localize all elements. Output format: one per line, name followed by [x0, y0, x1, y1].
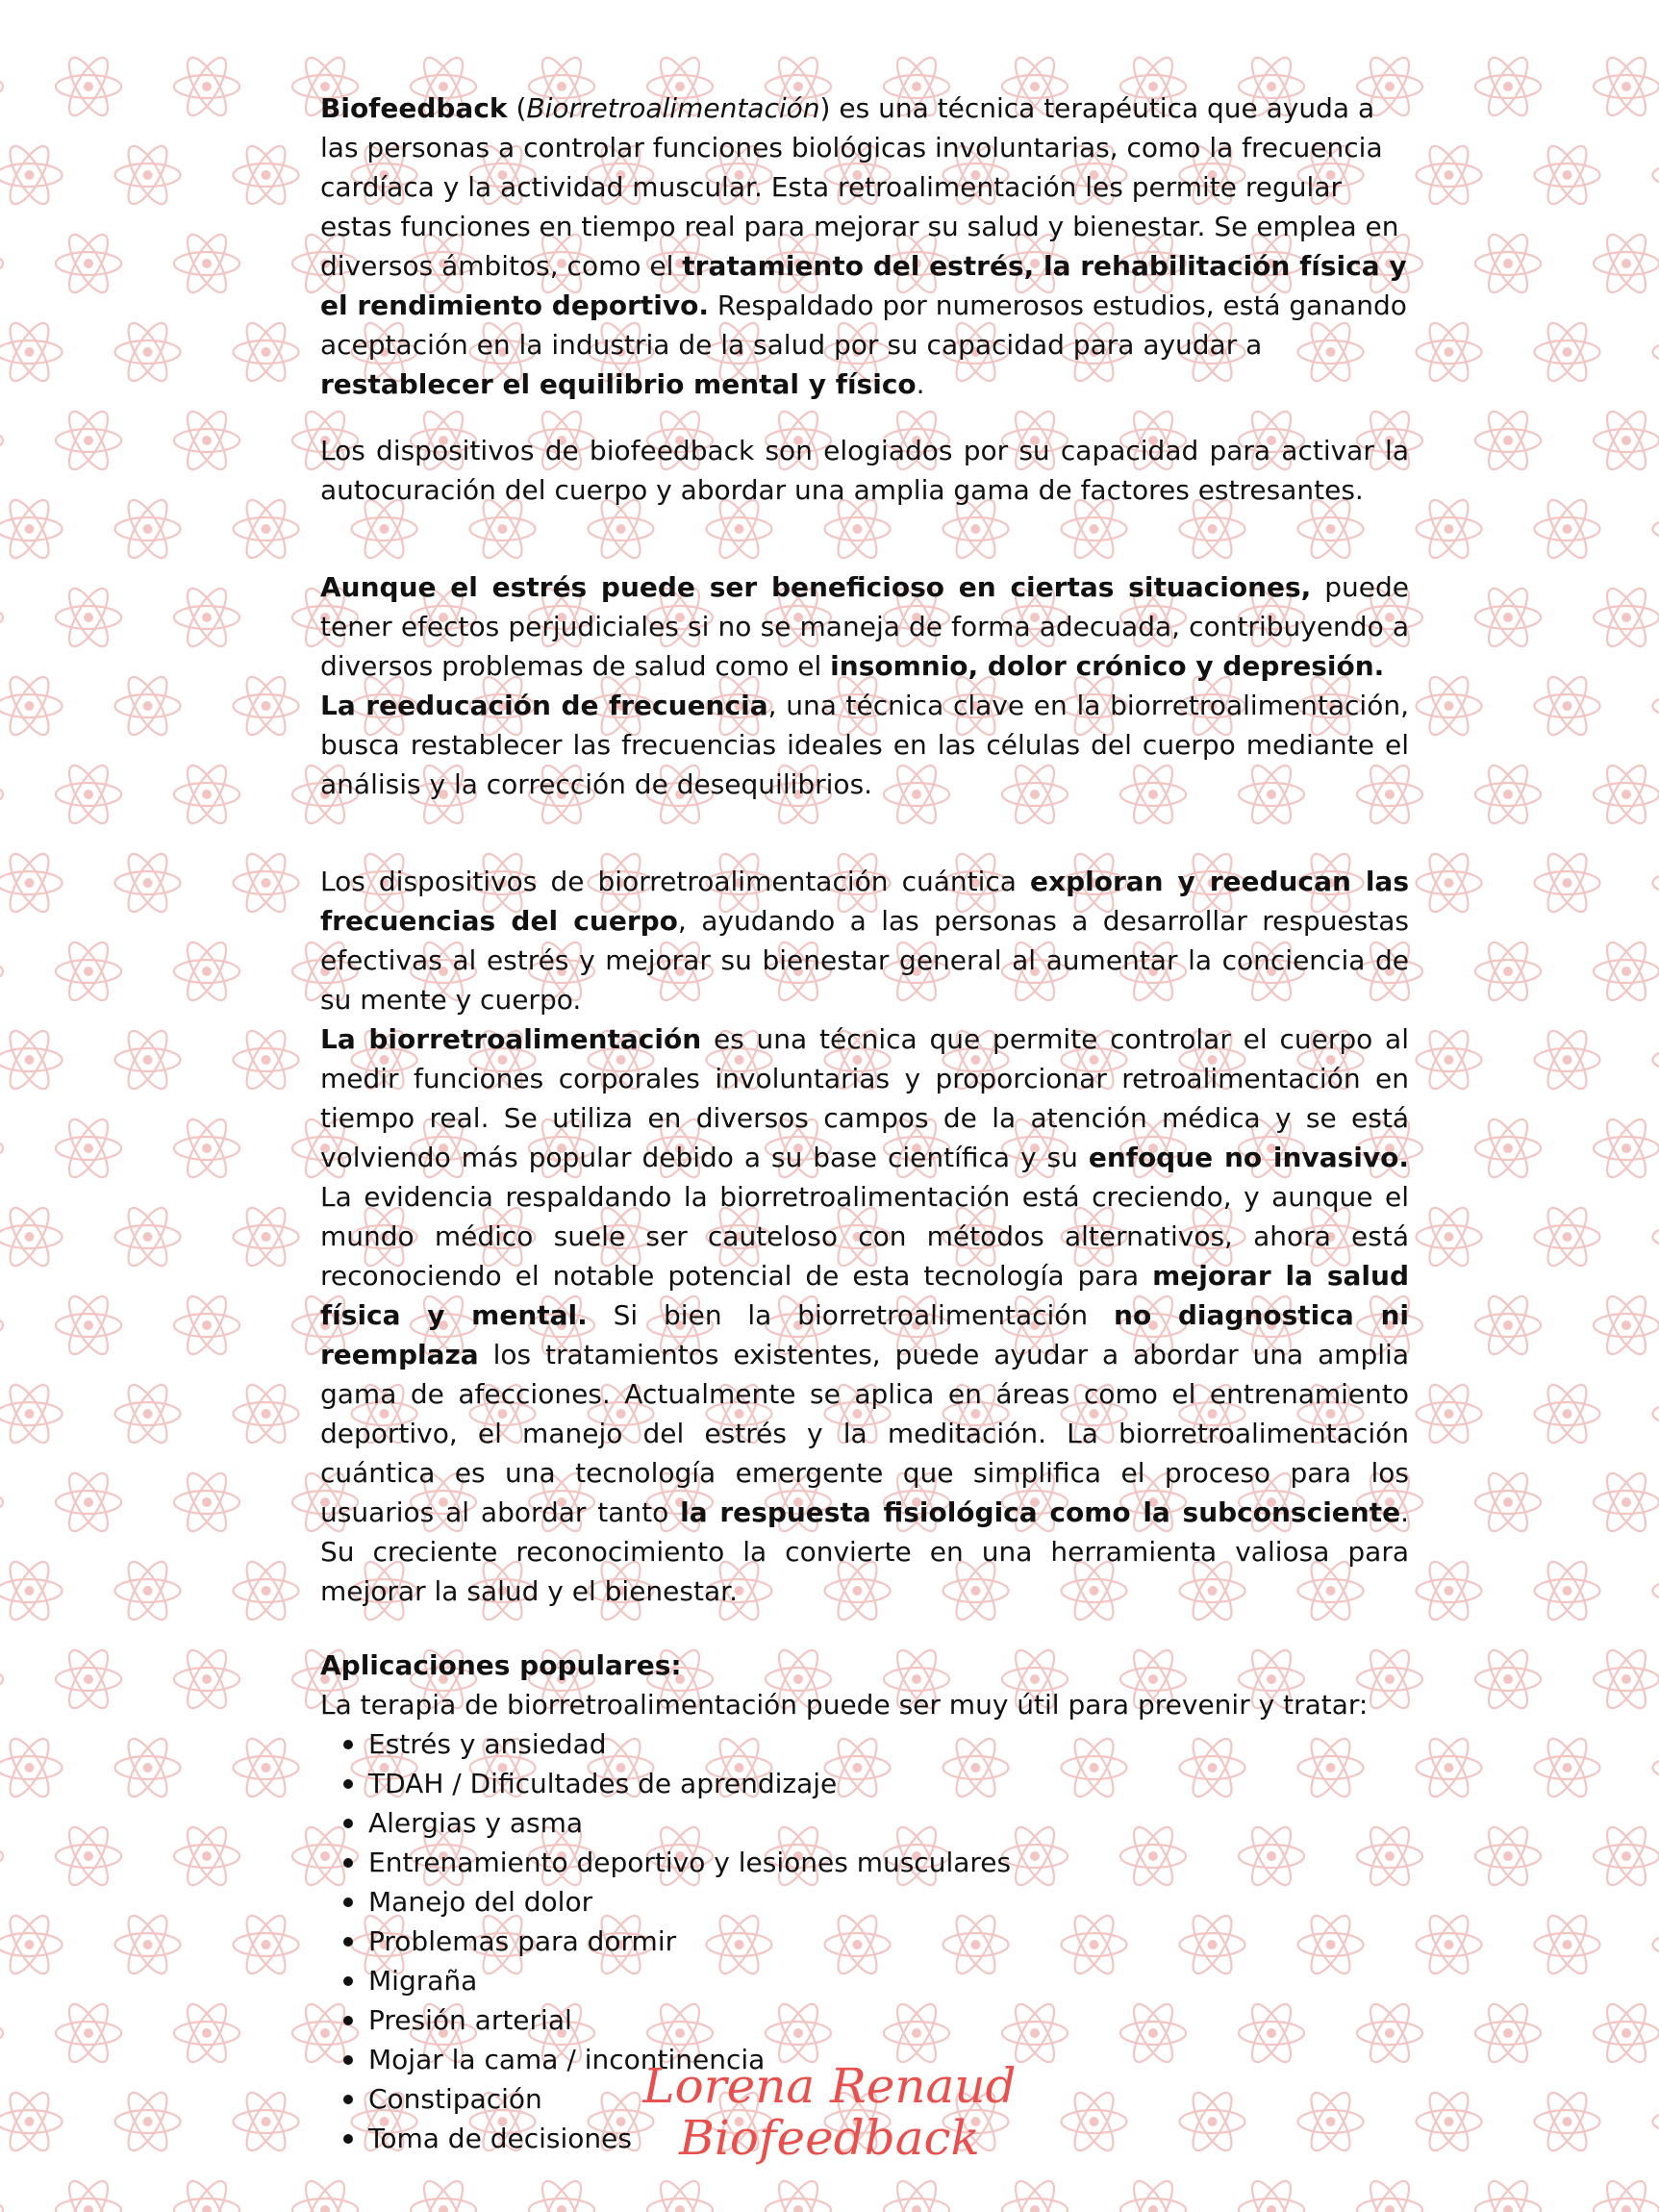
atom-icon [115, 495, 181, 564]
list-item: TDAH / Dificultades de aprendizaje [368, 1764, 1409, 1803]
text-run: Respaldado por numerosos estudios, está ganando aceptación en la industria de la salud por su capacidad para ayudar a [320, 289, 1407, 361]
bold-text: La reeducación de frecuencia [320, 690, 768, 721]
atom-icon [411, 2176, 476, 2212]
stress-paragraph [320, 567, 1409, 686]
atom-icon [56, 584, 121, 652]
atom-icon [647, 2176, 713, 2212]
atom-icon [234, 1734, 299, 1802]
atom-icon [56, 1115, 121, 1183]
atom-icon [529, 2176, 594, 2212]
intro-paragraph [320, 88, 1409, 404]
atom-icon [174, 584, 239, 652]
list-item: Problemas para dormir [368, 1922, 1409, 1961]
atom-icon [234, 1911, 299, 1979]
atom-icon [884, 2176, 949, 2212]
atom-icon [1475, 1469, 1541, 1537]
atom-icon [1417, 1380, 1482, 1448]
atom-icon [56, 53, 121, 121]
atom-icon [115, 141, 181, 210]
atom-icon [1535, 495, 1600, 564]
atom-icon [766, 2176, 831, 2212]
list-item: Entrenamiento deportivo y lesiones musculares [368, 1843, 1409, 1882]
atom-icon [56, 1999, 121, 2068]
atom-icon [1475, 1292, 1541, 1360]
atom-icon [234, 849, 299, 917]
bold-text: tratamiento del estrés, la rehabilitación física y el rendimiento deportivo. [320, 250, 1407, 321]
atom-icon [115, 672, 181, 741]
atom-icon [1594, 2176, 1659, 2212]
bold-text: mejorar la salud física y mental. [320, 1260, 1409, 1331]
atom-icon [234, 1380, 299, 1448]
list-item: Migraña [368, 1961, 1409, 2000]
atom-icon [1417, 318, 1482, 387]
atom-icon [1653, 495, 1659, 564]
list-item: Constipación [368, 2079, 1409, 2119]
atom-icon [234, 318, 299, 387]
atom-icon [56, 761, 121, 829]
atom-icon [234, 495, 299, 564]
atom-icon [174, 2176, 239, 2212]
atom-icon [115, 1026, 181, 1094]
atom-icon [56, 230, 121, 298]
list-item: Mojar la cama / incontinencia [368, 2040, 1409, 2079]
atom-icon [1594, 761, 1659, 829]
atom-icon [1594, 1469, 1659, 1537]
atom-icon [234, 1026, 299, 1094]
atom-icon [0, 1115, 3, 1183]
atom-icon [56, 938, 121, 1006]
atom-icon [1475, 2176, 1541, 2212]
atom-icon [1475, 584, 1541, 652]
atom-icon [0, 318, 63, 387]
atom-icon [174, 1115, 239, 1183]
atom-icon [56, 1822, 121, 1891]
bold-text: restablecer el equilibrio mental y físico [320, 368, 917, 400]
atom-icon [1475, 938, 1541, 1006]
atom-icon [115, 1203, 181, 1271]
signature-line-name: Lorena Renaud [642, 2058, 1017, 2114]
atom-icon [1594, 1292, 1659, 1360]
atom-icon [0, 1734, 63, 1802]
atom-icon [1417, 1203, 1482, 1271]
biofeedback-technique-paragraph [320, 1019, 1409, 1611]
atom-icon [1475, 761, 1541, 829]
atom-icon [1475, 53, 1541, 121]
bold-text: insomnio, dolor crónico y depresión. [830, 650, 1385, 682]
atom-icon [174, 53, 239, 121]
atom-icon [0, 2176, 3, 2212]
atom-icon [174, 1292, 239, 1360]
text-run: Los dispositivos de biofeedback son elogiados por su capacidad para activar la autocuración del cuerpo y abordar una amplia gama de factores estresantes. [320, 435, 1409, 506]
atom-icon [234, 1557, 299, 1625]
atom-icon [1594, 53, 1659, 121]
atom-icon [0, 1292, 3, 1360]
text-run: los tratamientos existentes, puede ayudar a abordar una amplia gama de afecciones. Actualmente se aplica en áreas como el entrenamiento deportivo, el manejo del estrés y la meditación. La biorretroalimentación cuántica es una tecnología emergente que simplifica el proceso para los usuarios al abordar tanto [320, 1339, 1409, 1528]
applications-heading: Aplicaciones populares: [320, 1649, 682, 1681]
atom-icon [1417, 849, 1482, 917]
atom-icon [1357, 2176, 1422, 2212]
atom-icon [1535, 1911, 1600, 1979]
atom-icon [1417, 141, 1482, 210]
atom-icon [1535, 1734, 1600, 1802]
bold-text: la respuesta fisiológica como la subconsciente [680, 1496, 1401, 1528]
atom-icon [1475, 230, 1541, 298]
atom-icon [1535, 1557, 1600, 1625]
atom-icon [1475, 407, 1541, 475]
atom-icon [115, 1380, 181, 1448]
italic-text: Biorretroalimentación [526, 92, 820, 124]
atom-icon [174, 230, 239, 298]
atom-icon [56, 1292, 121, 1360]
atom-icon [234, 141, 299, 210]
atom-icon [115, 1557, 181, 1625]
text-run: puede tener efectos perjudiciales si no se maneja de forma adecuada, contribuyendo a diversos problemas de salud como el [320, 571, 1409, 682]
atom-icon [56, 2176, 121, 2212]
bold-text: exploran y reeducan las frecuencias del cuerpo [320, 866, 1409, 937]
atom-icon [1475, 1646, 1541, 1714]
atom-icon [1535, 141, 1600, 210]
atom-icon [1417, 1734, 1482, 1802]
text-run: ( [507, 92, 527, 124]
atom-icon [0, 584, 3, 652]
atom-icon [0, 53, 3, 121]
atom-icon [1239, 2176, 1304, 2212]
atom-icon [1653, 849, 1659, 917]
applications-intro: La terapia de biorretroalimentación puede ser muy útil para prevenir y tratar: [320, 1689, 1369, 1721]
atom-icon [115, 849, 181, 917]
atom-icon [234, 672, 299, 741]
list-item: Estrés y ansiedad [368, 1724, 1409, 1764]
text-run: , ayudando a las personas a desarrollar respuestas efectivas al estrés y mejorar su bienestar general al aumentar la conciencia de su mente y cuerpo. [320, 905, 1409, 1016]
atom-icon [234, 1203, 299, 1271]
atom-icon [174, 761, 239, 829]
atom-icon [0, 230, 3, 298]
atom-icon [0, 1911, 63, 1979]
atom-icon [1653, 1911, 1659, 1979]
text-run: Los dispositivos de biorretroalimentación cuántica [320, 866, 1031, 897]
atom-icon [1120, 2176, 1186, 2212]
signature-logo [0, 2060, 1659, 2164]
atom-icon [1002, 2176, 1068, 2212]
frequency-reeducation-paragraph [320, 686, 1409, 804]
text-run: . Su creciente reconocimiento la convierte en una herramienta valiosa para mejorar la salud y el bienestar. [320, 1496, 1410, 1607]
atom-icon [56, 407, 121, 475]
document-body [320, 88, 1409, 2158]
atom-icon [115, 1911, 181, 1979]
atom-icon [1535, 849, 1600, 917]
atom-icon [0, 1999, 3, 2068]
atom-icon [0, 849, 63, 917]
atom-icon [0, 141, 63, 210]
atom-icon [1535, 1380, 1600, 1448]
atom-icon [1535, 672, 1600, 741]
devices-paragraph [320, 431, 1409, 510]
atom-icon [0, 1646, 3, 1714]
atom-icon [174, 938, 239, 1006]
atom-icon [174, 1822, 239, 1891]
bold-text: La biorretroalimentación [320, 1023, 702, 1055]
atom-icon [1475, 1822, 1541, 1891]
atom-icon [1475, 1115, 1541, 1183]
atom-icon [1594, 1822, 1659, 1891]
atom-icon [1653, 672, 1659, 741]
atom-icon [0, 1822, 3, 1891]
atom-icon [1653, 318, 1659, 387]
atom-icon [56, 1646, 121, 1714]
atom-icon [0, 938, 3, 1006]
atom-icon [1535, 1203, 1600, 1271]
atom-icon [1535, 1026, 1600, 1094]
atom-icon [1417, 1026, 1482, 1094]
text-run: , una técnica clave en la biorretroalimentación, busca restablecer las frecuencias ideales en las células del cuerpo mediante el análisis y la corrección de desequilibrios. [320, 690, 1409, 800]
atom-icon [1653, 141, 1659, 210]
atom-icon [1417, 495, 1482, 564]
atom-icon [292, 2176, 358, 2212]
bold-text: Biofeedback [320, 92, 508, 124]
atom-icon [1594, 1115, 1659, 1183]
atom-icon [0, 761, 3, 829]
atom-icon [1417, 672, 1482, 741]
atom-icon [174, 1469, 239, 1537]
atom-icon [1535, 318, 1600, 387]
atom-icon [0, 1026, 63, 1094]
atom-icon [0, 1469, 3, 1537]
atom-icon [1594, 938, 1659, 1006]
bold-text: enfoque no invasivo. [1088, 1142, 1409, 1173]
bold-text: no diagnostica ni reemplaza [320, 1299, 1409, 1370]
atom-icon [1594, 1646, 1659, 1714]
atom-icon [0, 1203, 63, 1271]
text-run: Si bien la biorretroalimentación [587, 1299, 1115, 1331]
list-item: Manejo del dolor [368, 1882, 1409, 1922]
atom-icon [1417, 1911, 1482, 1979]
atom-icon [1653, 1557, 1659, 1625]
atom-icon [115, 318, 181, 387]
atom-icon [174, 1646, 239, 1714]
list-item: Alergias y asma [368, 1803, 1409, 1843]
text-run: La evidencia respaldando la biorretroalimentación está creciendo, y aunque el mundo médico suele ser cauteloso con métodos alternativos, ahora está reconociendo el notable potencial de esta tecnología para [320, 1181, 1409, 1292]
atom-icon [115, 1734, 181, 1802]
atom-icon [0, 672, 63, 741]
atom-icon [1594, 407, 1659, 475]
text-run: . [916, 368, 925, 400]
atom-icon [0, 1557, 63, 1625]
atom-icon [174, 1999, 239, 2068]
bold-text: Aunque el estrés puede ser beneficioso en ciertas situaciones, [320, 571, 1312, 603]
list-item: Toma de decisiones [368, 2119, 1409, 2158]
atom-icon [0, 1380, 63, 1448]
list-item: Presión arterial [368, 2000, 1409, 2040]
atom-icon [1653, 1380, 1659, 1448]
atom-icon [1653, 1026, 1659, 1094]
text-run: es una técnica que permite controlar el cuerpo al medir funciones corporales involuntarias y proporcionar retroalimentación en tiempo real. Se utiliza en diversos campos de la atención médica y se está volviendo más popular debido a su base científica y su [320, 1023, 1409, 1173]
atom-icon [56, 1469, 121, 1537]
quantum-devices-paragraph [320, 862, 1409, 1019]
atom-icon [1594, 1999, 1659, 2068]
atom-icon [1594, 584, 1659, 652]
atom-icon [0, 407, 3, 475]
signature-line-brand: Biofeedback [679, 2110, 980, 2166]
atom-icon [1653, 1734, 1659, 1802]
atom-icon [1417, 1557, 1482, 1625]
atom-icon [1475, 1999, 1541, 2068]
atom-icon [1594, 230, 1659, 298]
atom-icon [0, 495, 63, 564]
text-run: ) es una técnica terapéutica que ayuda a las personas a controlar funciones biológicas involuntarias, como la frecuencia cardíaca y la actividad muscular. Esta retroalimentación les permite regular estas funciones en tiempo real para mejorar su salud y bienestar. Se emplea en diversos ámbitos, como el [320, 92, 1399, 282]
atom-icon [174, 407, 239, 475]
atom-icon [1653, 1203, 1659, 1271]
